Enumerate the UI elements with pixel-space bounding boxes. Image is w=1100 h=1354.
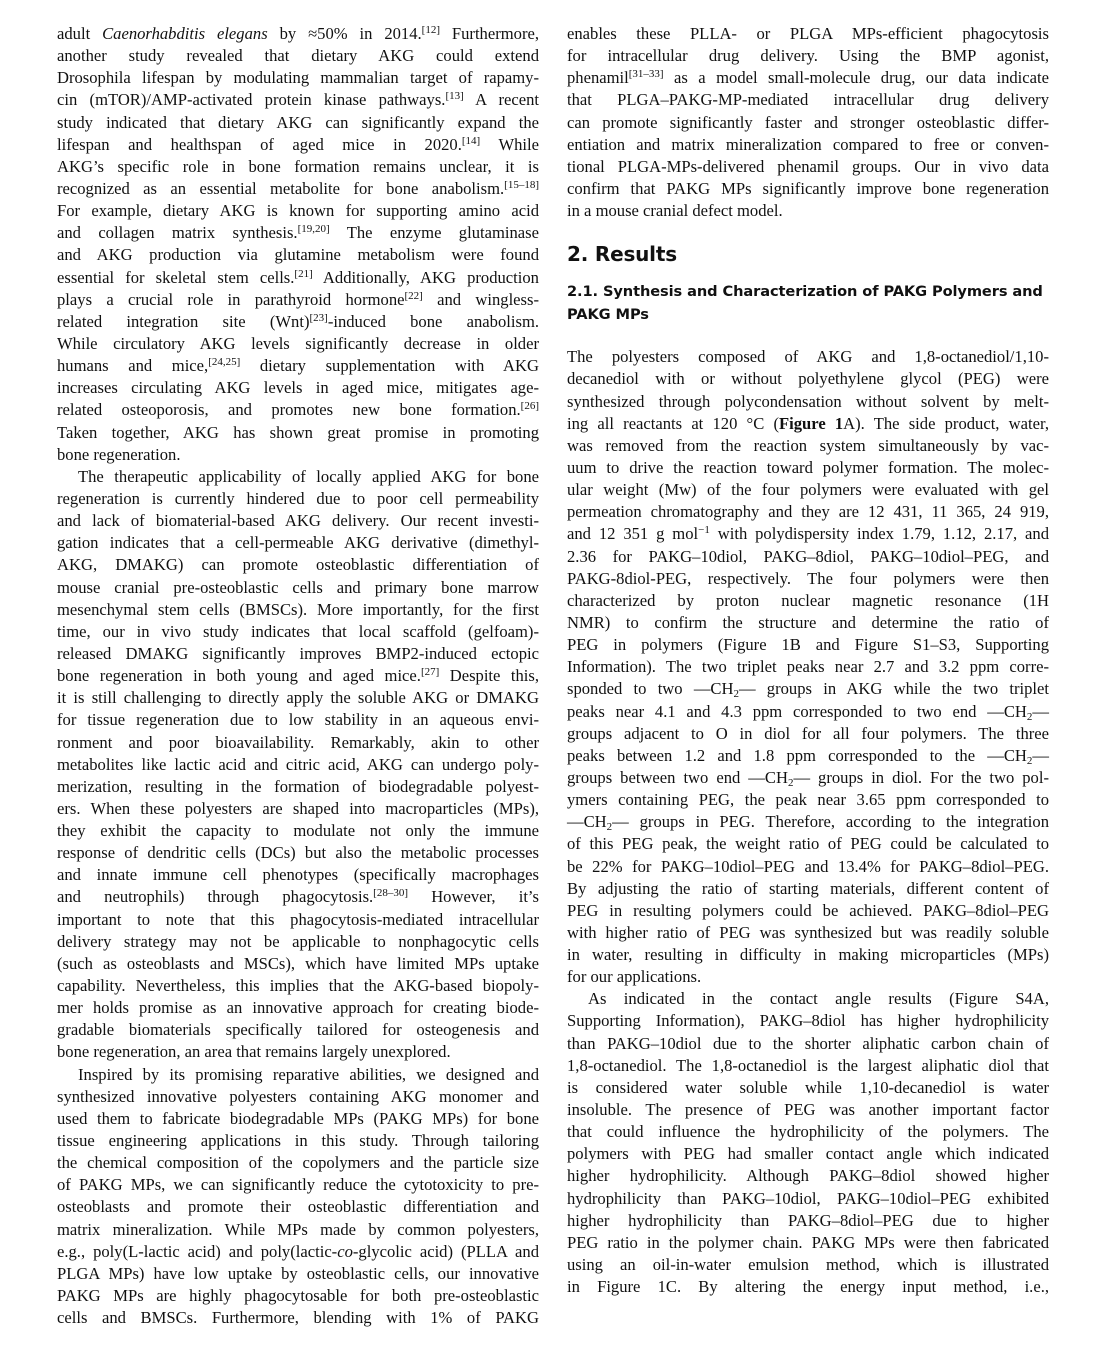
text-line: metabolites like lactic acid and citric acid, AKG can undergo poly- [57,754,539,774]
text-line: As indicated in the contact angle results (Figure S4A, [588,989,1049,1009]
text-line: increases circulating AKG levels in aged mice, mitigates age- [57,378,539,398]
text-line: permeation chromatography and they are 12 431, 11 365, 24 919, [567,502,1049,522]
text-line: sponded to two $—CH_2—$ groups in AKG while the two triplet [567,679,1049,701]
text-line: mouse cranial pre-osteoblastic cells and primary bone marrow [57,577,539,597]
text-line: tional PLGA-MPs-delivered phenamil groups. Our in vivo data [567,156,1049,176]
text-line: in water, resulting in difficulty in making microparticles (MPs) [567,945,1049,965]
text-line: the chemical composition of the copolymers and the particle size [57,1153,539,1173]
subsection-heading-line: 2.1. Synthesis and Characterization of PAKG Polymers and [567,283,1043,301]
text-line: of PAKG MPs, we can significantly reduce the cytotoxicity to pre- [57,1175,539,1195]
text-line: be 22% for PAKG–10diol–PEG and 13.4% for PAKG–8diol–PEG. [567,856,1049,876]
text-line: confirm that PAKG MPs significantly improve bone regeneration [567,178,1049,198]
paragraph [567,346,1049,988]
text-line: bone regeneration. [57,444,181,464]
text-line: can promote significantly faster and stronger osteoblastic differ- [567,112,1049,132]
text-line: For example, dietary AKG is known for supporting amino acid [57,201,539,221]
text-line: groups between two end $—CH_2—$ groups in diol. For the two pol- [567,767,1049,789]
text-line: cells and BMSCs. Furthermore, blending with 1% of PAKG [57,1308,539,1328]
text-line: osteoblasts and promote their osteoblastic differentiation and [57,1197,539,1217]
paragraph [57,466,539,1064]
text-line: hydrophilicity than PAKG–10diol, PAKG–10diol–PEG exhibited [567,1188,1049,1208]
text-line: PEG in resulting polymers could be achieved. PAKG–8diol–PEG [567,900,1049,920]
text-line: PEG ratio in the polymer chain. PAKG MPs were then fabricated [567,1232,1049,1252]
text-line: synthesized innovative polyesters containing AKG monomer and [57,1086,539,1106]
text-line: gradable biomaterials specifically tailored for osteogenesis and [57,1020,539,1040]
text-line: ymers containing PEG, the peak near 3.65 ppm corresponded to [567,790,1049,810]
text-line: e.g., poly(L-lactic acid) and poly(lactic-co-glycolic acid) (PLLA and [57,1241,540,1261]
text-line: response of dendritic cells (DCs) but also the metabolic processes [57,843,539,863]
text-line: bone regeneration, an area that remains largely unexplored. [57,1042,451,1062]
text-line: ronment and poor bioavailability. Remarkably, akin to other [57,732,539,752]
text-line: The polyesters composed of AKG and 1,8-octanediol/1,10- [567,347,1049,367]
text-line: insoluble. The presence of PEG was another important factor [567,1100,1049,1120]
text-line: mesenchymal stem cells (BMSCs). More importantly, for the first [57,599,539,619]
text-line: AKG, DMAKG) can promote osteoblastic differentiation of [57,555,539,575]
text-line: ing all reactants at 120 °C (Figure 1A). The side product, water, [567,413,1049,433]
text-line: Inspired by its promising reparative abilities, we designed and [78,1064,539,1084]
text-line: in Figure 1C. By altering the energy input method, i.e., [567,1277,1049,1297]
text-line: adult Caenorhabditis elegans by ≈50% in 2014.[12] Furthermore, [57,24,539,43]
text-line: peaks between 1.2 and 1.8 ppm corresponded to the $—CH_2—$ [567,745,1049,767]
text-line: that could influence the hydrophilicity of the polymers. The [567,1122,1049,1142]
text-line: Taken together, AKG has shown great promise in promoting [57,422,539,442]
text-line: PAKG-8diol-PEG, respectively. The four polymers were then [567,568,1049,588]
text-line: that PLGA–PAKG-MP-mediated intracellular drug delivery [567,90,1049,110]
text-line: used them to fabricate biodegradable MPs (PAKG MPs) for bone [57,1108,539,1128]
text-line: essential for skeletal stem cells.[21] Additionally, AKG production [57,267,539,287]
right-column [567,23,1049,1298]
text-line: related integration site (Wnt)[23]-induced bone anabolism. [57,311,539,331]
text-line: released DMAKG significantly improves BMP2-induced ectopic [57,643,539,663]
left-column [57,23,539,1329]
text-line: entiation and matrix mineralization compared to free or conven- [567,134,1049,154]
subsection-heading [567,280,1049,326]
text-line: higher hydrophilicity. Although PAKG–8diol showed higher [567,1166,1049,1186]
text-line: and AKG production via glutamine metabolism were found [57,245,539,265]
text-line: merization, resulting in the formation of biodegradable polyest- [57,776,539,796]
text-line: Information). The two triplet peaks near 2.7 and 3.2 ppm corre- [567,657,1049,677]
paragraph [57,23,539,466]
subsection-heading-line: PAKG MPs [567,306,649,324]
text-line: tissue engineering applications in this study. Through tailoring [57,1131,539,1151]
text-line: By adjusting the ratio of starting materials, different content of [567,878,1049,898]
text-line: 1,8-octanediol. The 1,8-octanediol is the largest aliphatic diol that [567,1055,1049,1075]
text-line: important to note that this phagocytosis-mediated intracellular [57,909,539,929]
text-line: lifespan and healthspan of aged mice in 2020.[14] While [57,134,539,154]
text-line: AKG’s specific role in bone formation remains unclear, it is [57,156,539,176]
text-line: with higher ratio of PEG was synthesized but was readily soluble [567,922,1049,942]
text-line: While circulatory AKG levels significantly decrease in older [57,333,539,353]
text-line: gation indicates that a cell-permeable AKG derivative (dimethyl- [57,533,539,553]
text-line: they exhibit the capacity to modulate not only the immune [57,821,539,841]
results-body [567,346,1049,1298]
text-line: and neutrophils) through phagocytosis.[28–30] However, it’s [57,887,539,907]
text-line: it is still challenging to directly apply the soluble AKG or DMAKG [57,688,539,708]
text-line: and innate immune cell phenotypes (specifically macrophages [57,865,539,885]
text-line: phenamil[31–33] as a model small-molecule drug, our data indicate [567,68,1049,88]
text-line: Drosophila lifespan by modulating mammalian target of rapamy- [57,68,539,88]
text-line: ular weight (Mw) of the four polymers were evaluated with gel [567,480,1049,500]
text-line: (such as osteoblasts and MSCs), which have limited MPs uptake [57,953,539,973]
text-line: PAKG MPs are highly phagocytosable for both pre-osteoblastic [57,1286,539,1306]
text-line: synthesized through polycondensation without solvent by melt- [567,391,1049,411]
text-line: study indicated that dietary AKG can significantly expand the [57,112,539,132]
text-line: in a mouse cranial defect model. [567,201,783,221]
text-line: and 12 351 g mol$^{-1}$ with polydispersity index 1.79, 1.12, 2.17, and [567,524,1049,544]
section-heading-results: 2. Results [567,242,677,267]
text-line: capability. Nevertheless, this implies that the AKG-based biopoly- [57,976,539,996]
text-line: is considered water soluble while 1,10-decanediol is water [567,1077,1049,1097]
text-line: ers. When these polyesters are shaped into macroparticles (MPs), [57,798,539,818]
text-line: PEG in polymers (Figure 1B and Figure S1–S3, Supporting [567,635,1049,655]
text-line: The therapeutic applicability of locally applied AKG for bone [78,466,539,486]
text-line: characterized by proton nuclear magnetic resonance (1H [567,590,1049,610]
paragraph [567,988,1049,1298]
text-line: bone regeneration in both young and aged mice.[27] Despite this, [57,666,539,686]
text-line: higher hydrophilicity than PAKG–8diol–PEG due to higher [567,1210,1049,1230]
text-line: $—CH_2—$ groups in PEG. Therefore, according to the integration [567,812,1049,834]
text-line: was removed from the reaction system simultaneously by vac- [567,435,1049,455]
text-line: cin (mTOR)/AMP-activated protein kinase pathways.[13] A recent [57,90,539,110]
text-line: polymers with PEG had smaller contact angle which indicated [567,1144,1049,1164]
text-line: uum to drive the reaction toward polymer formation. The molec- [567,457,1049,477]
text-line: delivery strategy may not be applicable to nonphagocytic cells [57,931,539,951]
text-line: decanediol with or without polyethylene glycol (PEG) were [567,369,1049,389]
text-line: recognized as an essential metabolite for bone anabolism.[15–18] [57,178,539,198]
text-line: another study revealed that dietary AKG could extend [57,46,539,66]
text-line: Supporting Information), PAKG–8diol has higher hydrophilicity [567,1011,1049,1031]
text-line: groups adjacent to O in diol for all four polymers. The three [567,723,1049,743]
text-line: plays a crucial role in parathyroid hormone[22] and wingless- [57,289,539,309]
text-line: than PAKG–10diol due to the shorter aliphatic carbon chain of [567,1033,1049,1053]
text-line: PLGA MPs) have low uptake by osteoblastic cells, our innovative [57,1263,539,1283]
text-line: 2.36 for PAKG–10diol, PAKG–8diol, PAKG–10diol–PEG, and [567,546,1049,566]
text-line: mer holds promise as an innovative approach for creating biode- [57,998,539,1018]
paragraph [57,1064,539,1330]
text-line: for our applications. [567,967,702,987]
text-line: of this PEG peak, the weight ratio of PEG could be calculated to [567,834,1049,854]
paragraph [567,23,1049,222]
text-line: related osteoporosis, and promotes new bone formation.[26] [57,400,539,420]
text-line: matrix mineralization. While MPs made by common polyesters, [57,1219,539,1239]
text-line: time, our in vivo study indicates that local scaffold (gelfoam)- [57,621,539,641]
intro-paragraph-continued [567,23,1049,222]
text-line: peaks near 4.1 and 4.3 ppm corresponded to two end $—CH_2—$ [567,701,1049,723]
text-line: regeneration is currently hindered due to poor cell permeability [57,488,539,508]
text-line: enables these PLLA- or PLGA MPs-efficient phagocytosis [567,24,1049,43]
text-line: for tissue regeneration due to low stability in an aqueous envi- [57,710,539,730]
text-line: NMR) to confirm the structure and determine the ratio of [567,612,1049,632]
text-line: humans and mice,[24,25] dietary supplementation with AKG [57,356,539,376]
text-line: using an oil-in-water emulsion method, which is illustrated [567,1255,1049,1275]
text-line: for intracellular drug delivery. Using the BMP agonist, [567,46,1049,66]
text-line: and lack of biomaterial-based AKG delivery. Our recent investi- [57,511,539,531]
text-line: and collagen matrix synthesis.[19,20] The enzyme glutaminase [57,223,539,243]
